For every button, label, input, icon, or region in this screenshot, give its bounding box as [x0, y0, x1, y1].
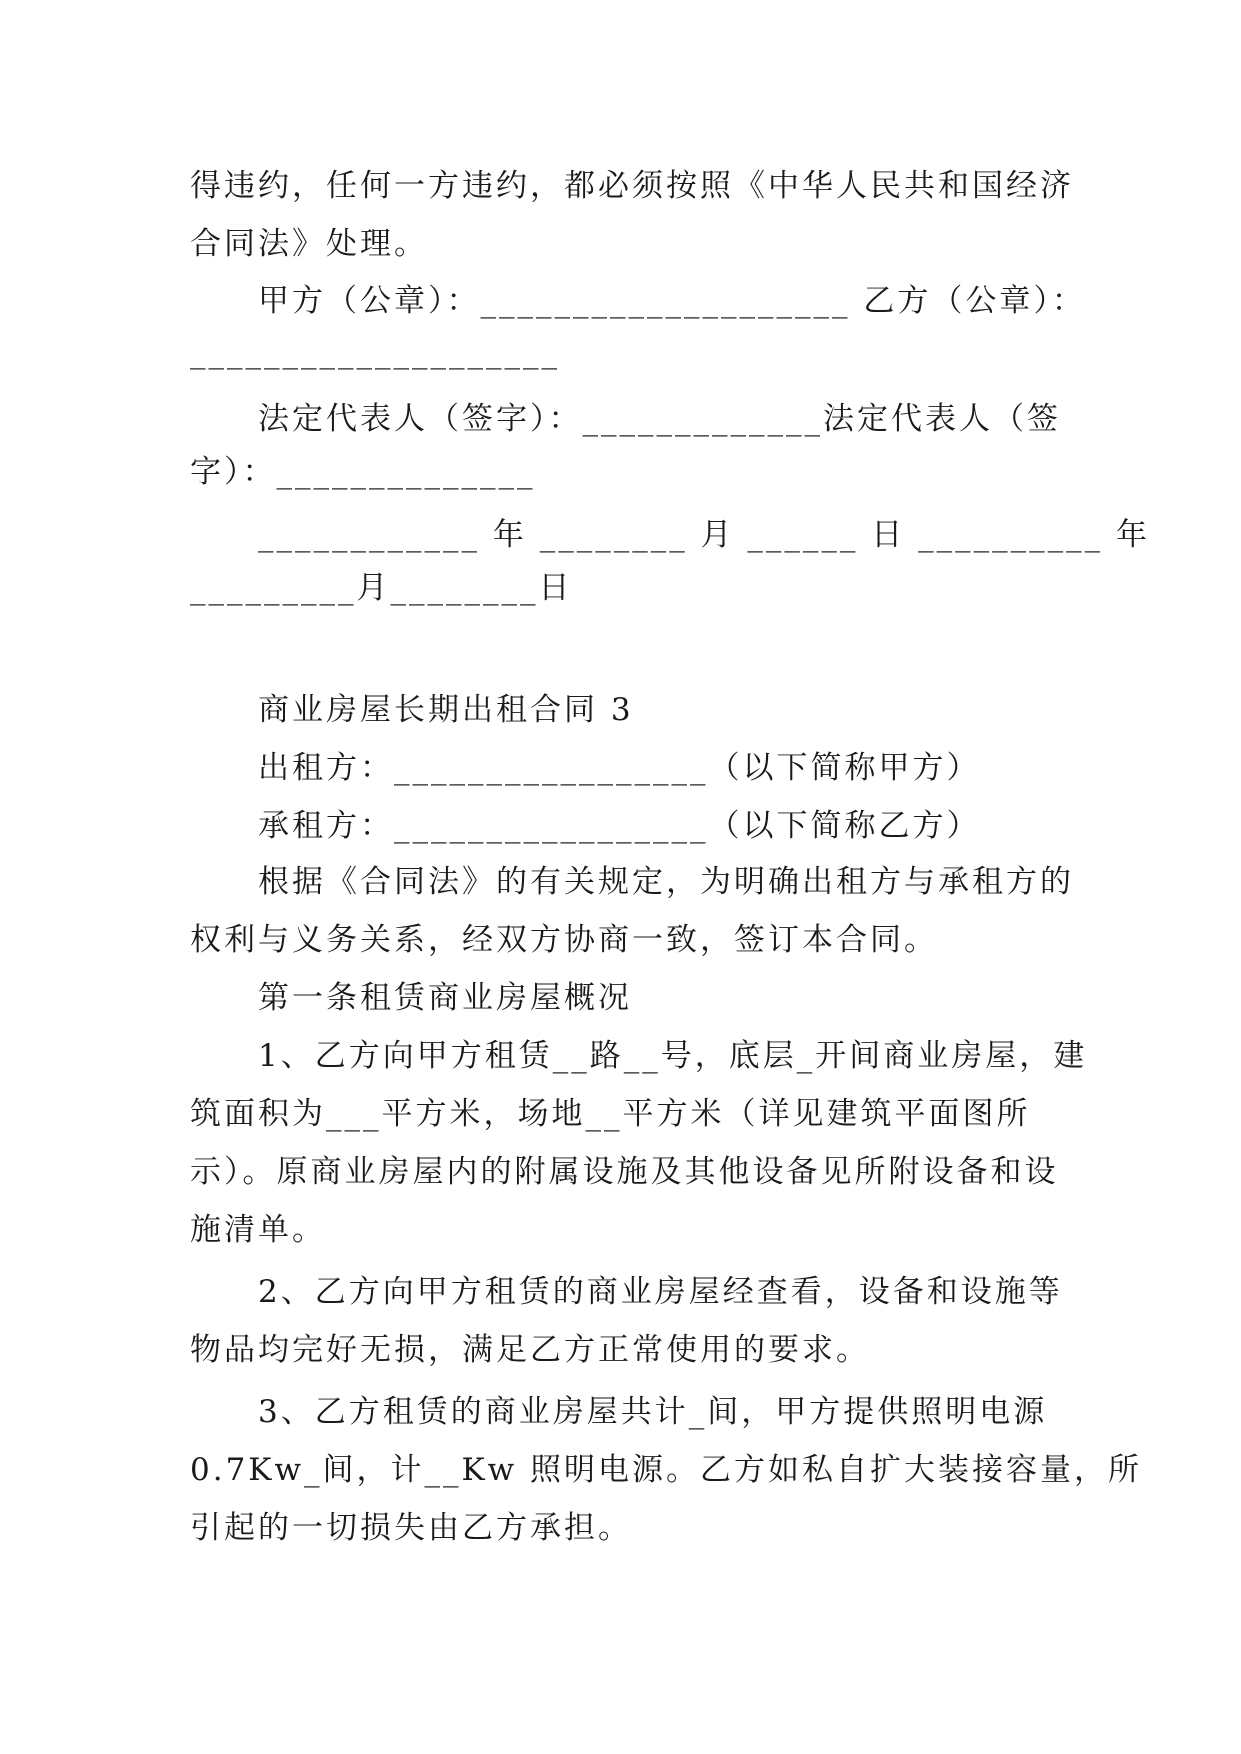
clause-3-line: 0.7Kw_间，计__Kw 照明电源。乙方如私自扩大装接容量，所	[190, 1452, 1143, 1488]
article-heading: 第一条租赁商业房屋概况	[258, 980, 632, 1016]
signature-line-representatives-cont: 字）：______________	[190, 454, 536, 490]
clause-1-line: 施清单。	[190, 1212, 326, 1248]
clause-3-line: 引起的一切损失由乙方承担。	[190, 1510, 632, 1546]
signature-line-party-seals: 甲方（公章）：____________________ 乙方（公章）：	[258, 283, 1086, 319]
clause-2-line: 2、乙方向甲方租赁的商业房屋经查看，设备和设施等	[258, 1274, 1063, 1310]
clause-1-line: 1、乙方向甲方租赁__路__号，底层_开间商业房屋，建	[258, 1038, 1088, 1074]
paragraph-line: 得违约，任何一方违约，都必须按照《中华人民共和国经济	[190, 168, 1074, 204]
paragraph-line: 根据《合同法》的有关规定，为明确出租方与承租方的	[258, 864, 1074, 900]
date-line: ____________ 年 ________ 月 ______ 日 __________ 年	[258, 517, 1150, 553]
clause-1-line: 筑面积为___平方米，场地__平方米（详见建筑平面图所	[190, 1096, 1031, 1132]
contract-title: 商业房屋长期出租合同 3	[258, 692, 634, 728]
signature-line-representatives: 法定代表人（签字）：_____________法定代表人（签	[258, 401, 1061, 437]
date-line-cont: _________月________日	[190, 570, 573, 606]
paragraph-line: 权利与义务关系，经双方协商一致，签订本合同。	[190, 922, 938, 958]
clause-3-line: 3、乙方租赁的商业房屋共计_间，甲方提供照明电源	[258, 1394, 1048, 1430]
lessor-line: 出租方：_________________（以下简称甲方）	[258, 750, 981, 786]
paragraph-line: 合同法》处理。	[190, 226, 428, 262]
clause-1-line: 示）。原商业房屋内的附属设施及其他设备见所附设备和设	[190, 1154, 1059, 1190]
signature-line-blank: ____________________	[190, 334, 560, 370]
clause-2-line: 物品均完好无损，满足乙方正常使用的要求。	[190, 1332, 870, 1368]
lessee-line: 承租方：_________________（以下简称乙方）	[258, 808, 981, 844]
